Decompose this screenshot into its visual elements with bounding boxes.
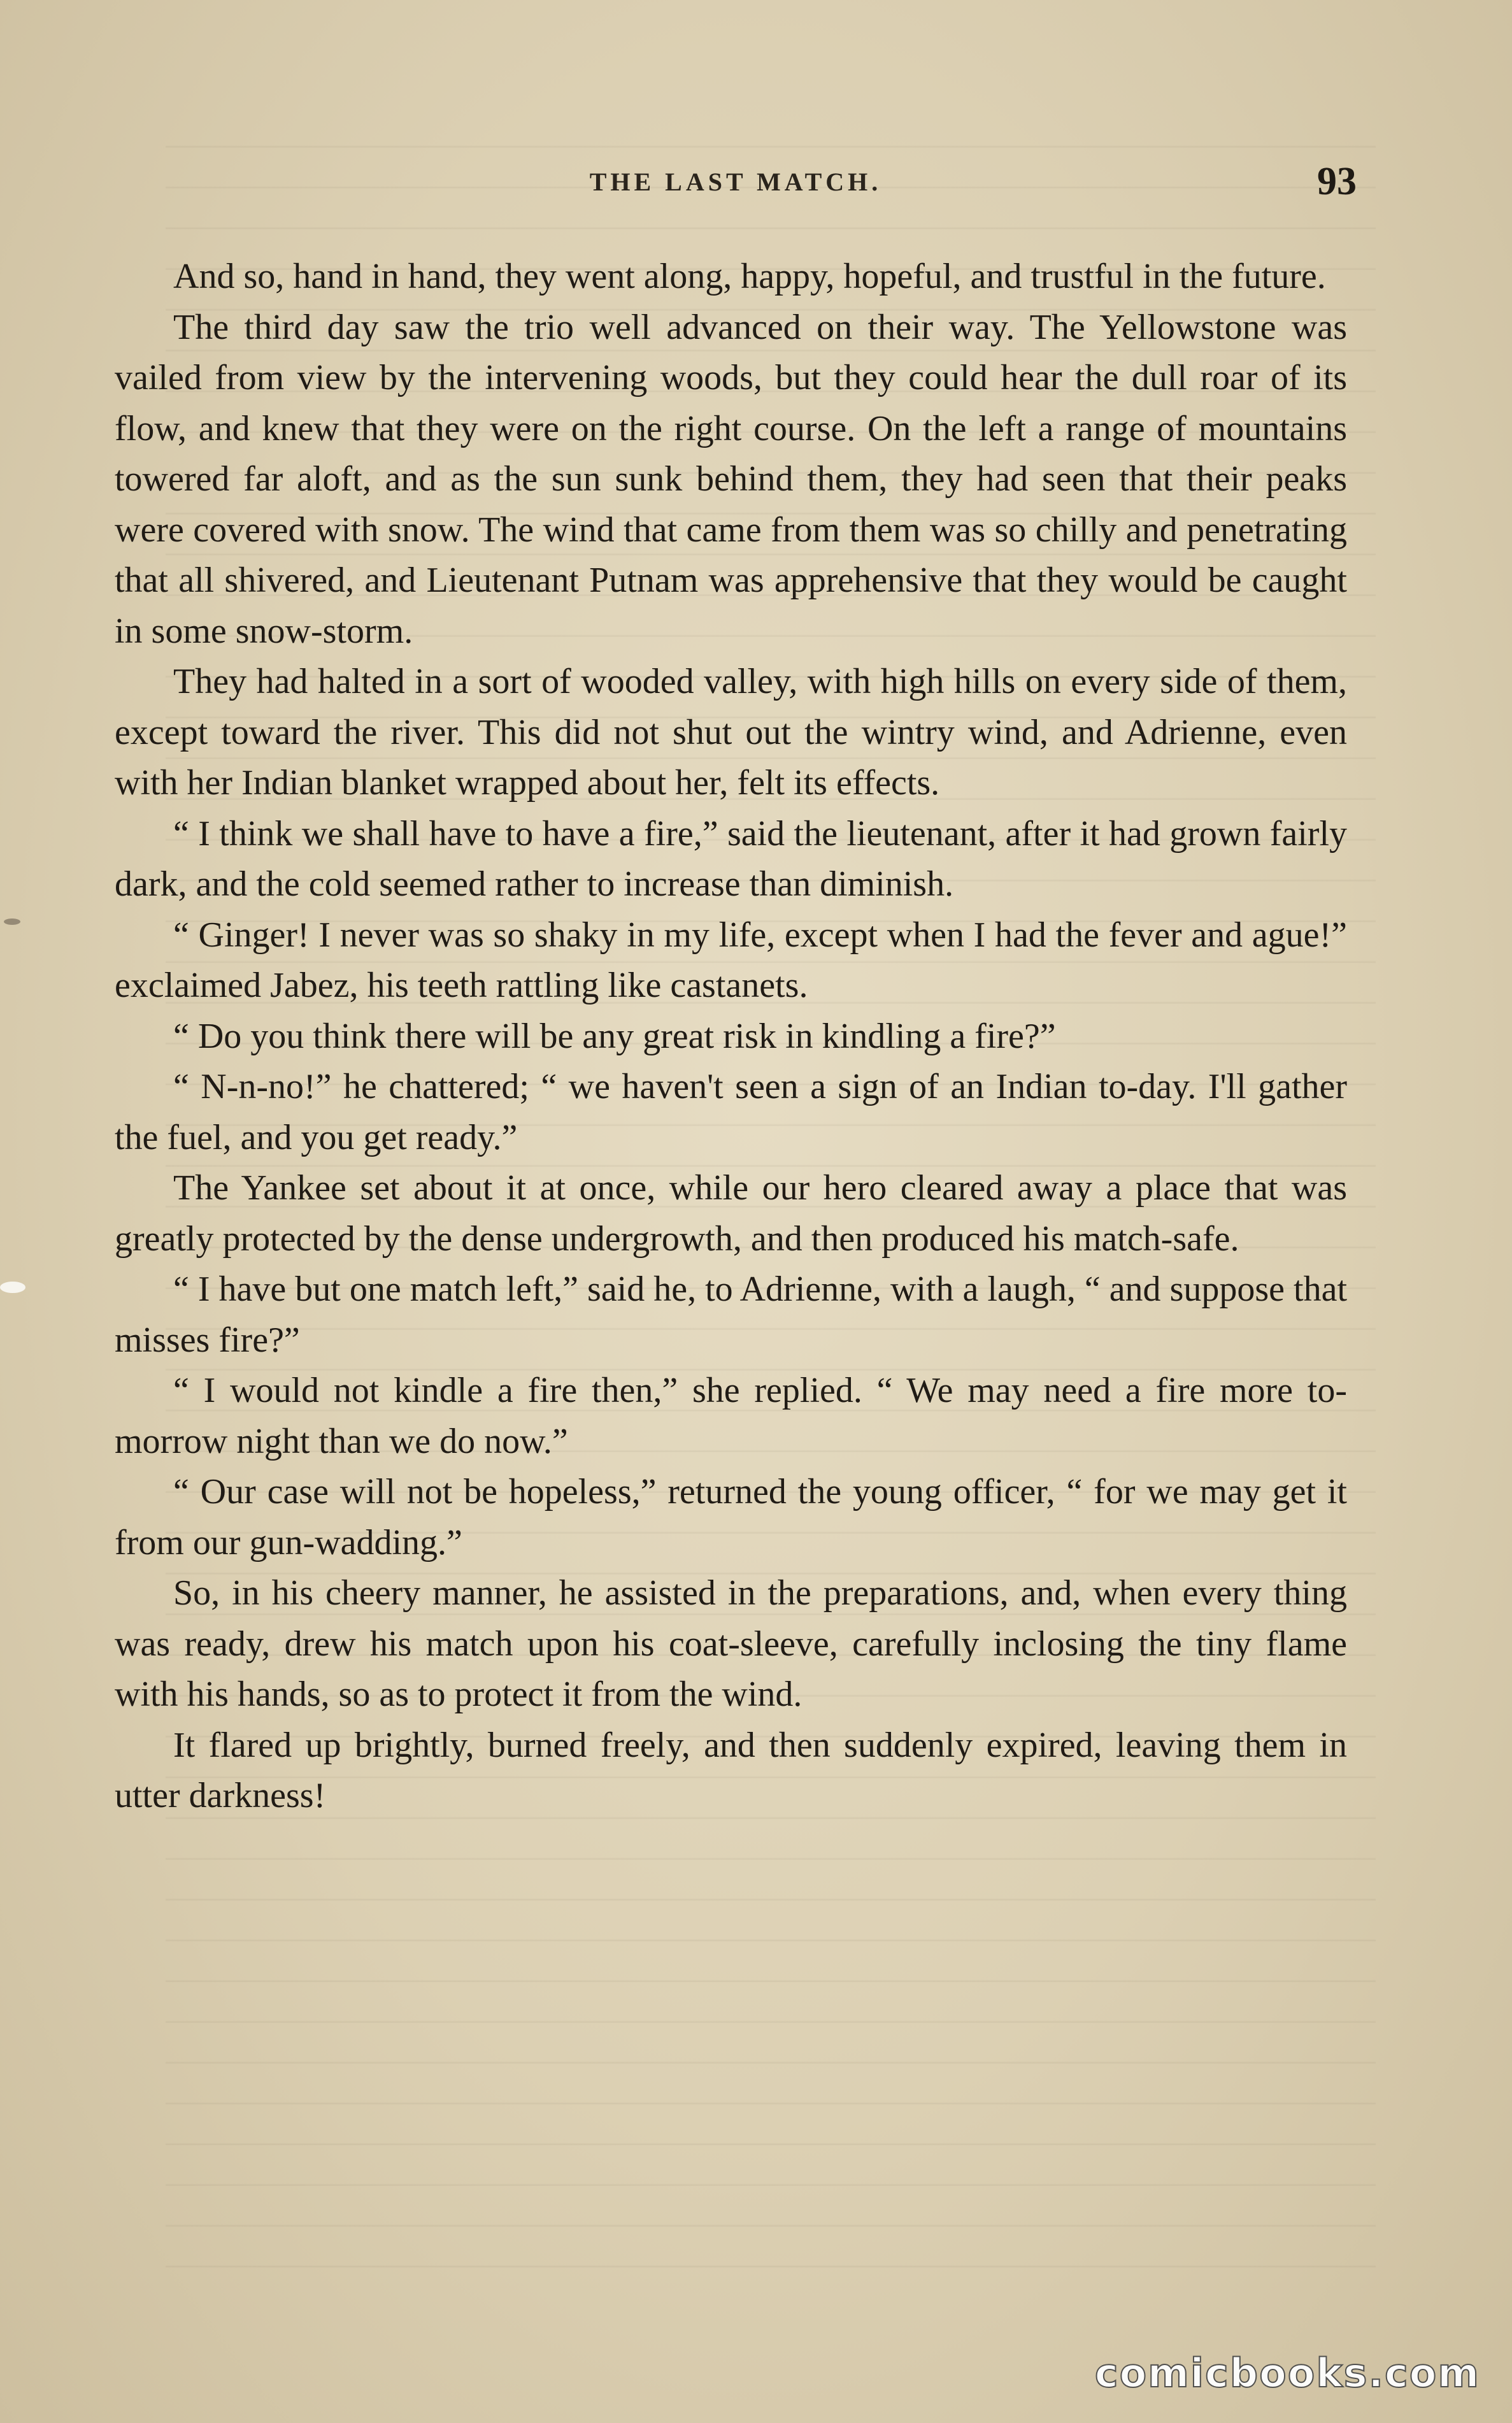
paragraph: “ Our case will not be hopeless,” returned the young officer, “ for we may get it from our gun-wadding.” <box>115 1472 1347 1562</box>
paragraph: The third day saw the trio well advanced on their way. The Yellowstone was vailed from view by the intervening woods, but they could hear the dull roar of its flow, and knew that they were on the right course. On the left a range of mountains towered far aloft, and as the sun sunk behind them, they had seen that their peaks were covered with snow. The wind that came from them was so chilly and penetrating that all shivered, and Lieutenant Putnam was apprehensive that they would be caught in some snow-storm. <box>115 307 1347 651</box>
paragraph: “ I think we shall have to have a fire,” said the lieutenant, after it had grown fairly dark, and the cold seemed rather to increase than diminish. <box>115 813 1347 904</box>
paragraph: The Yankee set about it at once, while our hero cleared away a place that was greatly protected by the dense undergrowth, and then produced his match-safe. <box>115 1168 1347 1259</box>
running-title: THE LAST MATCH. <box>589 168 882 196</box>
paragraph: “ I would not kindle a fire then,” she replied. “ We may need a fire more to-morrow night than we do now.” <box>115 1371 1347 1461</box>
paragraph: “ Do you think there will be any great risk in kindling a fire?” <box>173 1016 1056 1056</box>
margin-mark <box>4 918 20 925</box>
paragraph: “ Ginger! I never was so shaky in my life, except when I had the fever and ague!” exclaimed Jabez, his teeth rattling like castanets. <box>115 915 1347 1005</box>
paragraph: “ I have but one match left,” said he, to Adrienne, with a laugh, “ and suppose that misses fire?” <box>115 1269 1347 1360</box>
body-text <box>115 252 1347 1822</box>
running-head <box>115 159 1357 210</box>
paragraph: So, in his cheery manner, he assisted in the preparations, and, when every thing was ready, drew his match upon his coat-sleeve, carefully inclosing the tiny flame with his hands, so as to protect it from the wind. <box>115 1573 1347 1714</box>
paragraph: And so, hand in hand, they went along, happy, hopeful, and trustful in the future. <box>173 257 1326 296</box>
margin-mark <box>0 1282 25 1293</box>
page-number: 93 <box>1317 160 1357 203</box>
paragraph: “ N-n-no!” he chattered; “ we haven't seen a sign of an Indian to-day. I'll gather the fuel, and you get ready.” <box>115 1067 1347 1157</box>
watermark: comicbooks.com <box>1094 2350 1480 2396</box>
paragraph: They had halted in a sort of wooded valley, with high hills on every side of them, except toward the river. This did not shut out the wintry wind, and Adrienne, even with her Indian blanket wrapped about her, felt its effects. <box>115 662 1347 803</box>
paragraph: It flared up brightly, burned freely, and then suddenly expired, leaving them in utter darkness! <box>115 1725 1347 1815</box>
